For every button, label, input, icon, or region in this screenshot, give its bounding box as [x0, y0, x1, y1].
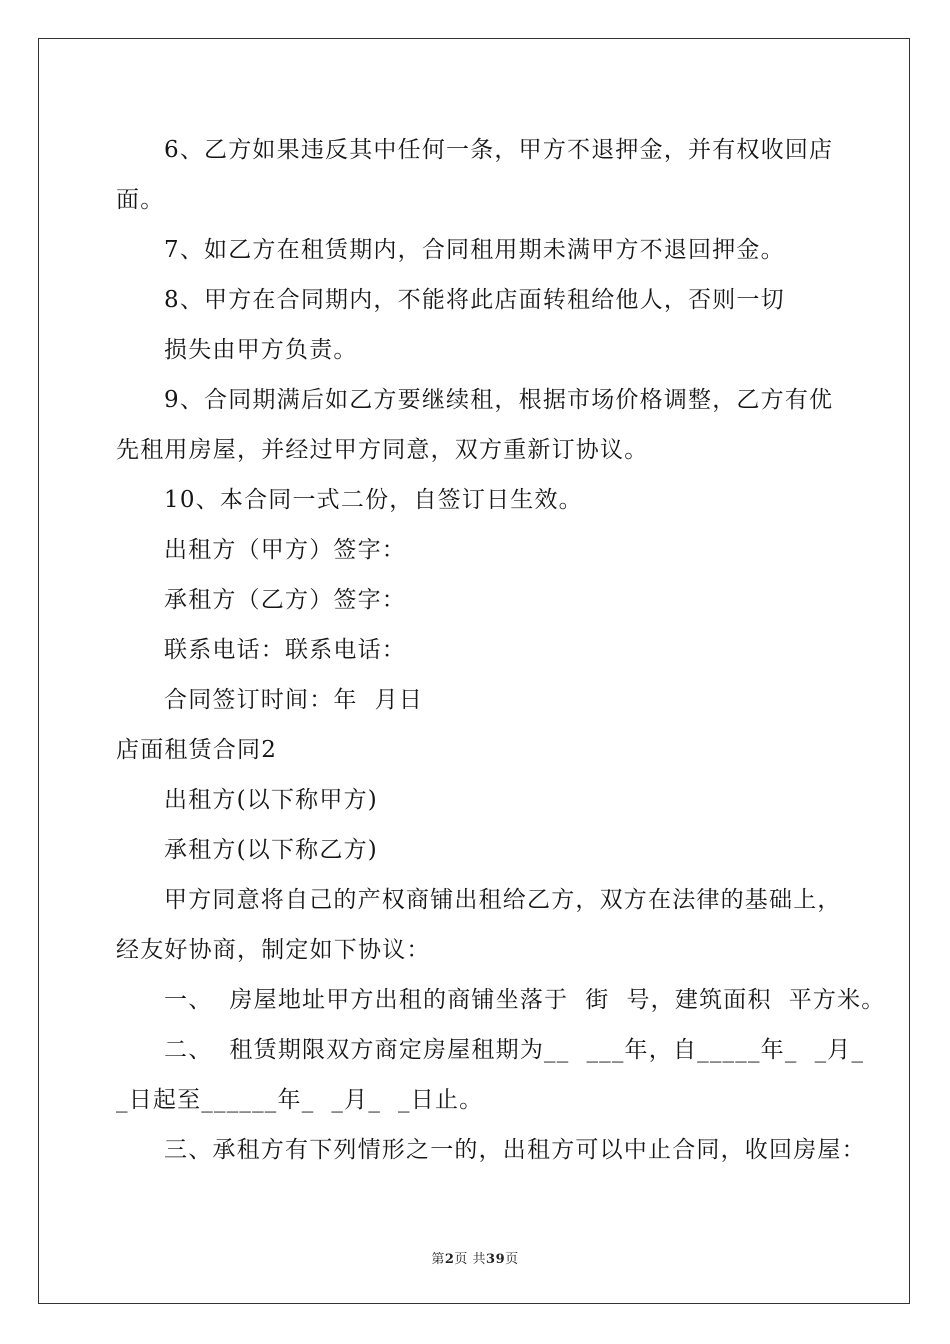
- article-3-termination: 三、承租方有下列情形之一的，出租方可以中止合同，收回房屋：: [164, 1137, 866, 1163]
- current-page-number: 2: [444, 1252, 455, 1267]
- lessee-party: 承租方(以下称乙方): [164, 837, 378, 863]
- article-2-term-line-2: _日起至______年_ _月_ _日止。: [116, 1087, 484, 1113]
- preamble-line-1: 甲方同意将自己的产权商铺出租给乙方，双方在法律的基础上，: [164, 887, 842, 913]
- clause-9-line-1: 9、合同期满后如乙方要继续租，根据市场价格调整，乙方有优: [164, 387, 834, 413]
- lessor-signature: 出租方（甲方）签字：: [164, 537, 406, 563]
- clause-6-line-1: 6、乙方如果违反其中任何一条，甲方不退押金，并有权收回店: [164, 137, 834, 163]
- clause-9-line-2: 先租用房屋，并经过甲方同意，双方重新订协议。: [116, 437, 649, 463]
- preamble-line-2: 经友好协商，制定如下协议：: [116, 937, 431, 963]
- clause-8-line-1: 8、甲方在合同期内，不能将此店面转租给他人，否则一切: [164, 287, 785, 313]
- total-pages-number: 39: [486, 1252, 506, 1267]
- article-1-address: 一、 房屋地址甲方出租的商铺坐落于 街 号，建筑面积 平方米。: [164, 987, 886, 1013]
- clause-8-line-2: 损失由甲方负责。: [164, 337, 358, 363]
- footer-prefix: 第: [431, 1252, 445, 1267]
- clause-10: 10、本合同一式二份，自签订日生效。: [164, 487, 583, 513]
- article-2-term-line-1: 二、 租赁期限双方商定房屋租期为__ ___年，自_____年_ _月_: [164, 1037, 865, 1063]
- lessor-party: 出租方(以下称甲方): [164, 787, 378, 813]
- contract-2-title: 店面租赁合同2: [116, 737, 278, 763]
- page-border: [38, 38, 910, 1304]
- clause-6-line-2: 面。: [116, 187, 165, 213]
- page-footer: [0, 1248, 950, 1267]
- footer-suffix: 页: [505, 1252, 519, 1267]
- clause-7: 7、如乙方在租赁期内，合同租用期未满甲方不退回押金。: [164, 237, 785, 263]
- signing-date: 合同签订时间：年 月日: [164, 687, 424, 713]
- lessee-signature: 承租方（乙方）签字：: [164, 587, 406, 613]
- footer-mid: 页 共: [454, 1252, 487, 1267]
- contact-phones: 联系电话：联系电话：: [164, 637, 406, 663]
